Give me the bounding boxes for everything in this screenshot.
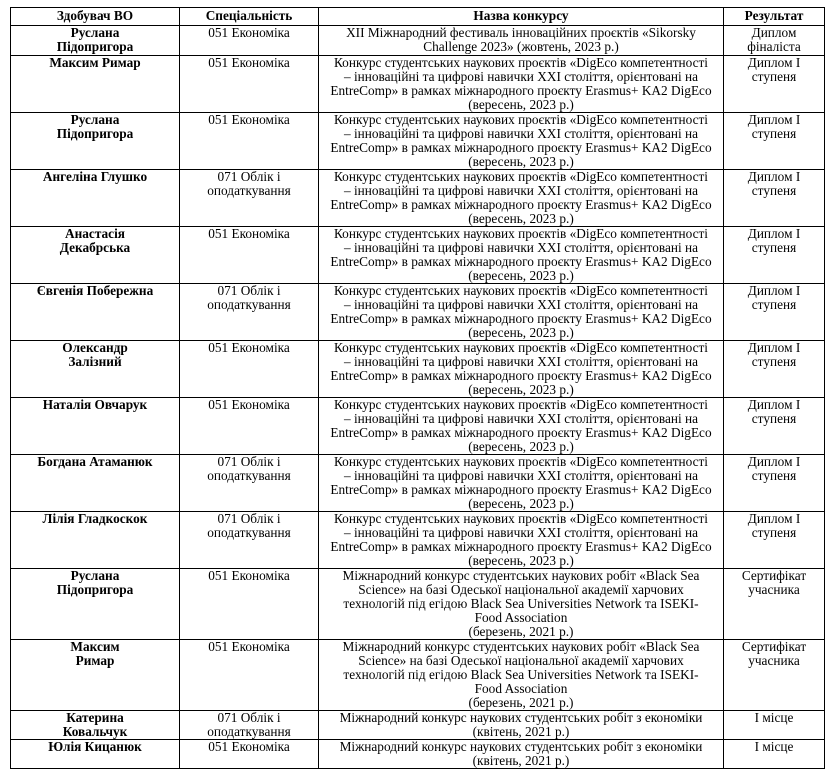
table-row: [11, 455, 825, 512]
contest-cell: Міжнародний конкурс наукових студентських робіт з економіки (квітень, 2021 р.): [319, 711, 724, 740]
contest-cell: Міжнародний конкурс студентських наукових робіт «Black Sea Science» на базі Одеської національної академії харчових технологій під егідою Black Sea Universities Network та ISEKI- Food Association (березень, 2021 р.): [319, 640, 724, 711]
winner-cell: Катерина Ковальчук: [11, 711, 180, 740]
specialty-cell: 051 Економіка: [180, 341, 319, 398]
table-row: [11, 640, 825, 711]
table-row: [11, 284, 825, 341]
table-row: [11, 569, 825, 640]
specialty-cell: 071 Облік і оподаткування: [180, 512, 319, 569]
specialty-cell: 071 Облік і оподаткування: [180, 711, 319, 740]
awards-table: [10, 7, 825, 769]
specialty-cell: 051 Економіка: [180, 113, 319, 170]
table-row: [11, 170, 825, 227]
result-cell: І місце: [724, 711, 825, 740]
result-cell: Диплом І ступеня: [724, 113, 825, 170]
winner-cell: Євгенія Побережна: [11, 284, 180, 341]
winner-cell: Максим Римар: [11, 640, 180, 711]
contest-cell: Конкурс студентських наукових проєктів «DigEco компетентності – інноваційні та цифрові навички ХХІ століття, орієнтовані на EntreComp» в рамках міжнародного проєкту Erasmus+ KA2 DigEco (вересень, 2023 р.): [319, 341, 724, 398]
winner-cell: Максим Римар: [11, 56, 180, 113]
contest-cell: Конкурс студентських наукових проєктів «DigEco компетентності – інноваційні та цифрові навички ХХІ століття, орієнтовані на EntreComp» в рамках міжнародного проєкту Erasmus+ KA2 DigEco (вересень, 2023 р.): [319, 284, 724, 341]
winner-cell: Руслана Підопригора: [11, 26, 180, 56]
contest-cell: Конкурс студентських наукових проєктів «DigEco компетентності – інноваційні та цифрові навички ХХІ століття, орієнтовані на EntreComp» в рамках міжнародного проєкту Erasmus+ KA2 DigEco (вересень, 2023 р.): [319, 398, 724, 455]
contest-cell: Міжнародний конкурс наукових студентських робіт з економіки (квітень, 2021 р.): [319, 740, 724, 769]
column-header-contest: Назва конкурсу: [319, 8, 724, 26]
winner-cell: Наталія Овчарук: [11, 398, 180, 455]
table-row: [11, 512, 825, 569]
result-cell: Сертифікат учасника: [724, 640, 825, 711]
result-cell: Диплом І ступеня: [724, 512, 825, 569]
column-header-winner: Здобувач ВО: [11, 8, 180, 26]
result-cell: Диплом І ступеня: [724, 341, 825, 398]
table-row: [11, 740, 825, 769]
winner-cell: Анастасія Декабрська: [11, 227, 180, 284]
contest-cell: Міжнародний конкурс студентських наукових робіт «Black Sea Science» на базі Одеської національної академії харчових технологій під егідою Black Sea Universities Network та ISEKI- Food Association (березень, 2021 р.): [319, 569, 724, 640]
contest-cell: Конкурс студентських наукових проєктів «DigEco компетентності – інноваційні та цифрові навички ХХІ століття, орієнтовані на EntreComp» в рамках міжнародного проєкту Erasmus+ KA2 DigEco (вересень, 2023 р.): [319, 227, 724, 284]
contest-cell: Конкурс студентських наукових проєктів «DigEco компетентності – інноваційні та цифрові навички ХХІ століття, орієнтовані на EntreComp» в рамках міжнародного проєкту Erasmus+ KA2 DigEco (вересень, 2023 р.): [319, 455, 724, 512]
winner-cell: Юлія Кицанюк: [11, 740, 180, 769]
specialty-cell: 071 Облік і оподаткування: [180, 170, 319, 227]
result-cell: Сертифікат учасника: [724, 569, 825, 640]
header-row: [11, 8, 825, 26]
table-row: [11, 26, 825, 56]
specialty-cell: 051 Економіка: [180, 740, 319, 769]
table-row: [11, 56, 825, 113]
table-row: [11, 341, 825, 398]
winner-cell: Богдана Атаманюк: [11, 455, 180, 512]
table-row: [11, 711, 825, 740]
table-row: [11, 113, 825, 170]
column-header-specialty: Спеціальність: [180, 8, 319, 26]
result-cell: Диплом І ступеня: [724, 227, 825, 284]
winner-cell: Руслана Підопригора: [11, 113, 180, 170]
specialty-cell: 051 Економіка: [180, 26, 319, 56]
result-cell: І місце: [724, 740, 825, 769]
specialty-cell: 051 Економіка: [180, 398, 319, 455]
result-cell: Диплом фіналіста: [724, 26, 825, 56]
contest-cell: Конкурс студентських наукових проєктів «DigEco компетентності – інноваційні та цифрові навички ХХІ століття, орієнтовані на EntreComp» в рамках міжнародного проєкту Erasmus+ KA2 DigEco (вересень, 2023 р.): [319, 170, 724, 227]
result-cell: Диплом І ступеня: [724, 398, 825, 455]
table-row: [11, 398, 825, 455]
result-cell: Диплом І ступеня: [724, 284, 825, 341]
contest-cell: Конкурс студентських наукових проєктів «DigEco компетентності – інноваційні та цифрові навички ХХІ століття, орієнтовані на EntreComp» в рамках міжнародного проєкту Erasmus+ KA2 DigEco (вересень, 2023 р.): [319, 56, 724, 113]
table-row: [11, 227, 825, 284]
specialty-cell: 051 Економіка: [180, 569, 319, 640]
result-cell: Диплом І ступеня: [724, 56, 825, 113]
specialty-cell: 051 Економіка: [180, 227, 319, 284]
column-header-result: Результат: [724, 8, 825, 26]
contest-cell: Конкурс студентських наукових проєктів «DigEco компетентності – інноваційні та цифрові навички ХХІ століття, орієнтовані на EntreComp» в рамках міжнародного проєкту Erasmus+ KA2 DigEco (вересень, 2023 р.): [319, 113, 724, 170]
result-cell: Диплом І ступеня: [724, 455, 825, 512]
specialty-cell: 051 Економіка: [180, 56, 319, 113]
result-cell: Диплом І ступеня: [724, 170, 825, 227]
contest-cell: XII Міжнародний фестиваль інноваційних проєктів «Sikorsky Challenge 2023» (жовтень, 2023 р.): [319, 26, 724, 56]
specialty-cell: 051 Економіка: [180, 640, 319, 711]
winner-cell: Ангеліна Глушко: [11, 170, 180, 227]
winner-cell: Олександр Залізний: [11, 341, 180, 398]
specialty-cell: 071 Облік і оподаткування: [180, 455, 319, 512]
winner-cell: Руслана Підопригора: [11, 569, 180, 640]
winner-cell: Лілія Гладкоскок: [11, 512, 180, 569]
contest-cell: Конкурс студентських наукових проєктів «DigEco компетентності – інноваційні та цифрові навички ХХІ століття, орієнтовані на EntreComp» в рамках міжнародного проєкту Erasmus+ KA2 DigEco (вересень, 2023 р.): [319, 512, 724, 569]
specialty-cell: 071 Облік і оподаткування: [180, 284, 319, 341]
